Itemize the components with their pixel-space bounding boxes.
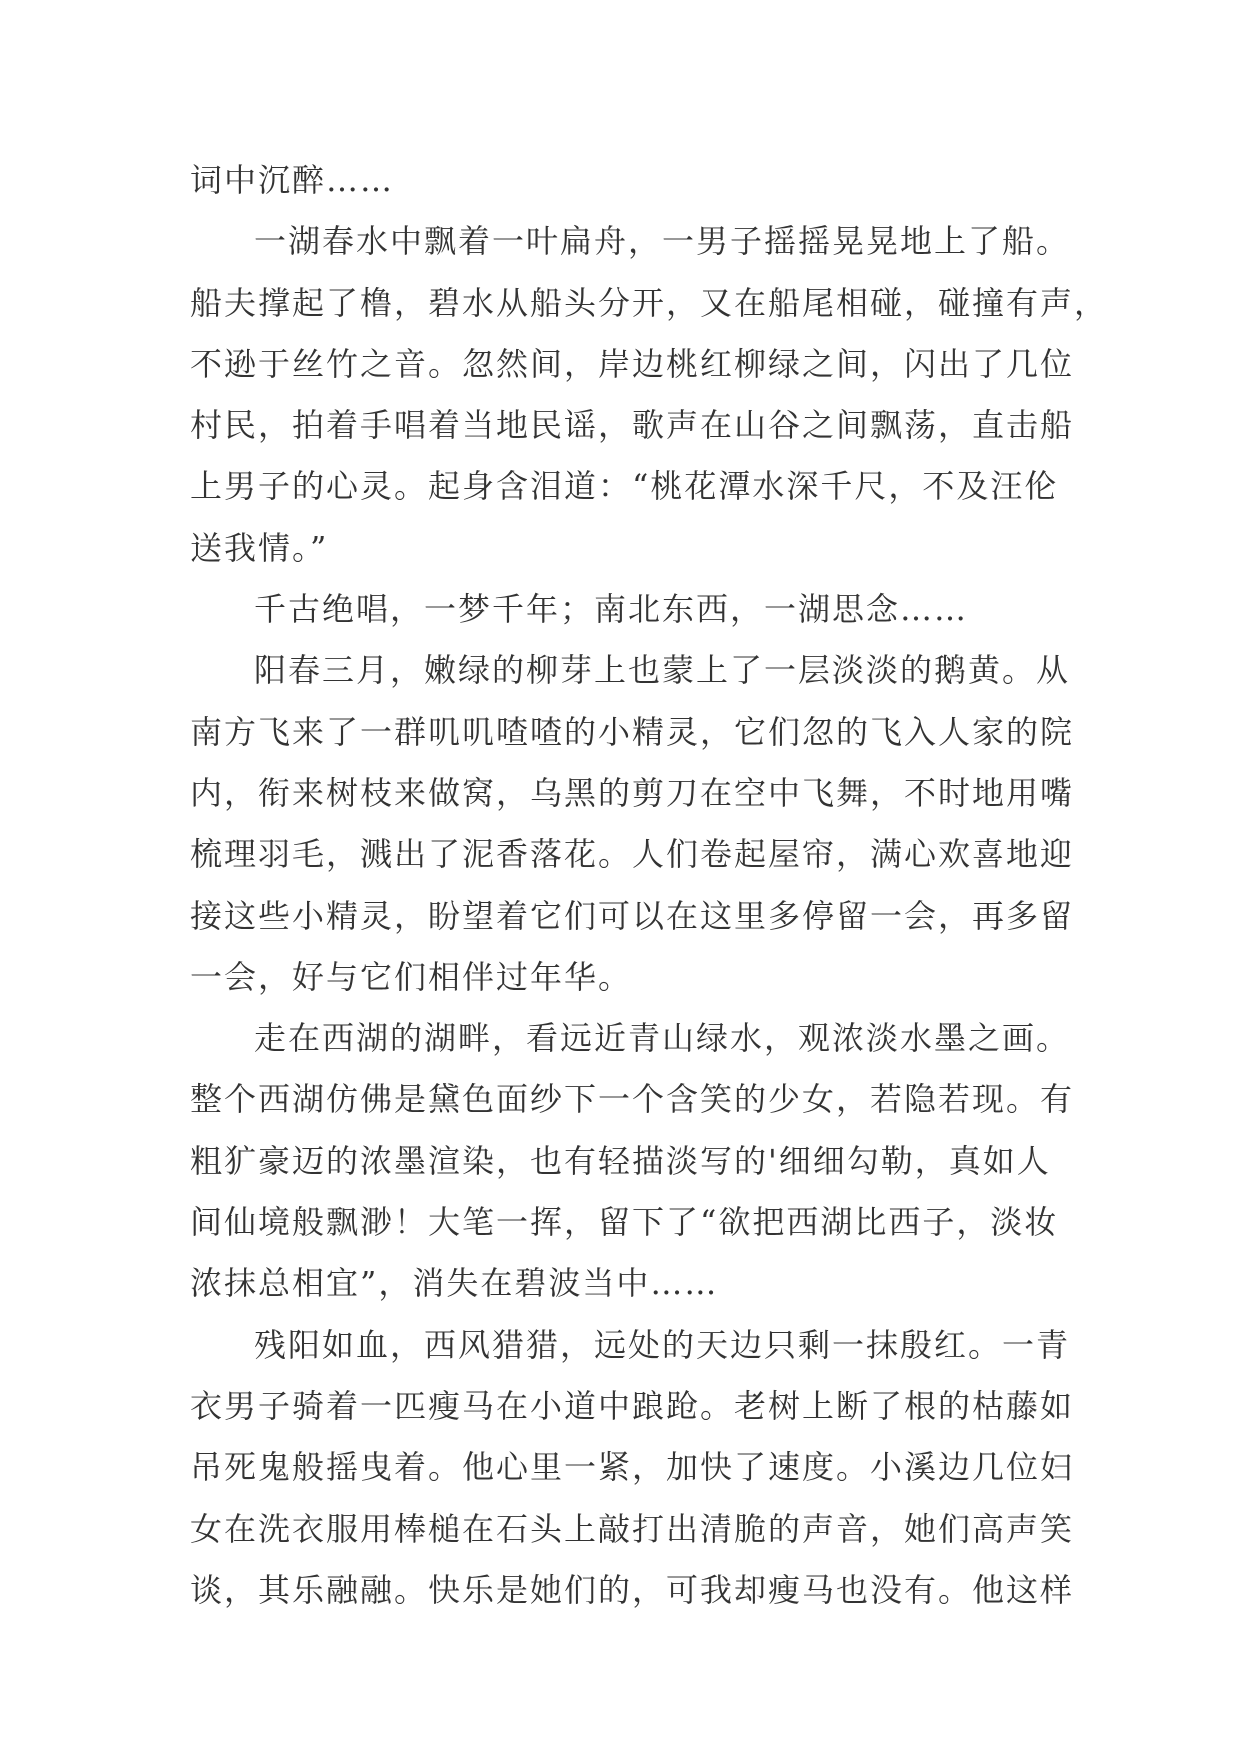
text-line: 谈，其乐融融。快乐是她们的，可我却瘦马也没有。他这样 (190, 1570, 1075, 1609)
text-line: 间仙境般飘渺！大笔一挥，留下了“欲把西湖比西子，淡妆 (190, 1203, 1059, 1242)
text-line: 阳春三月，嫩绿的柳芽上也蒙上了一层淡淡的鹅黄。从 (254, 651, 1071, 690)
text-line: 船夫撑起了橹，碧水从船头分开，又在船尾相碰，碰撞有声， (190, 283, 1109, 322)
text-line: 一湖春水中飘着一叶扁舟，一男子摇摇晃晃地上了船。 (254, 222, 1071, 261)
text-line: 上男子的心灵。起身含泪道：“桃花潭水深千尺，不及汪伦 (190, 467, 1059, 506)
text-line: 不逊于丝竹之音。忽然间，岸边桃红柳绿之间，闪出了几位 (190, 344, 1075, 383)
text-line: 走在西湖的湖畔，看远近青山绿水，观浓淡水墨之画。 (254, 1019, 1071, 1058)
text-line: 送我情。” (190, 528, 329, 567)
text-line: 千古绝唱，一梦千年；南北东西，一湖思念…… (254, 590, 969, 629)
text-line: 梳理羽毛，溅出了泥香落花。人们卷起屋帘，满心欢喜地迎 (190, 835, 1075, 874)
text-line: 残阳如血，西风猎猎，远处的天边只剩一抹殷红。一青 (254, 1325, 1071, 1364)
body-text (190, 150, 1109, 1621)
text-line: 词中沉醉…… (190, 161, 395, 199)
text-line: 粗犷豪迈的浓墨渲染，也有轻描淡写的'细细勾勒，真如人 (190, 1141, 1051, 1180)
text-line: 内，衔来树枝来做窝，乌黑的剪刀在空中飞舞，不时地用嘴 (190, 773, 1075, 812)
text-line: 南方飞来了一群叽叽喳喳的小精灵，它们忽的飞入人家的院 (190, 712, 1075, 751)
text-line: 接这些小精灵，盼望着它们可以在这里多停留一会，再多留 (190, 896, 1075, 935)
text-line: 一会，好与它们相伴过年华。 (190, 957, 633, 996)
text-line: 吊死鬼般摇曳着。他心里一紧，加快了速度。小溪边几位妇 (190, 1448, 1075, 1487)
text-line: 女在洗衣服用棒槌在石头上敲打出清脆的声音，她们高声笑 (190, 1509, 1075, 1548)
text-line: 村民，拍着手唱着当地民谣，歌声在山谷之间飘荡，直击船 (190, 406, 1075, 445)
text-line: 衣男子骑着一匹瘦马在小道中踉跄。老树上断了根的枯藤如 (190, 1386, 1075, 1425)
text-line: 整个西湖仿佛是黛色面纱下一个含笑的少女，若隐若现。有 (190, 1080, 1075, 1119)
text-line: 浓抹总相宜”，消失在碧波当中…… (190, 1264, 719, 1303)
